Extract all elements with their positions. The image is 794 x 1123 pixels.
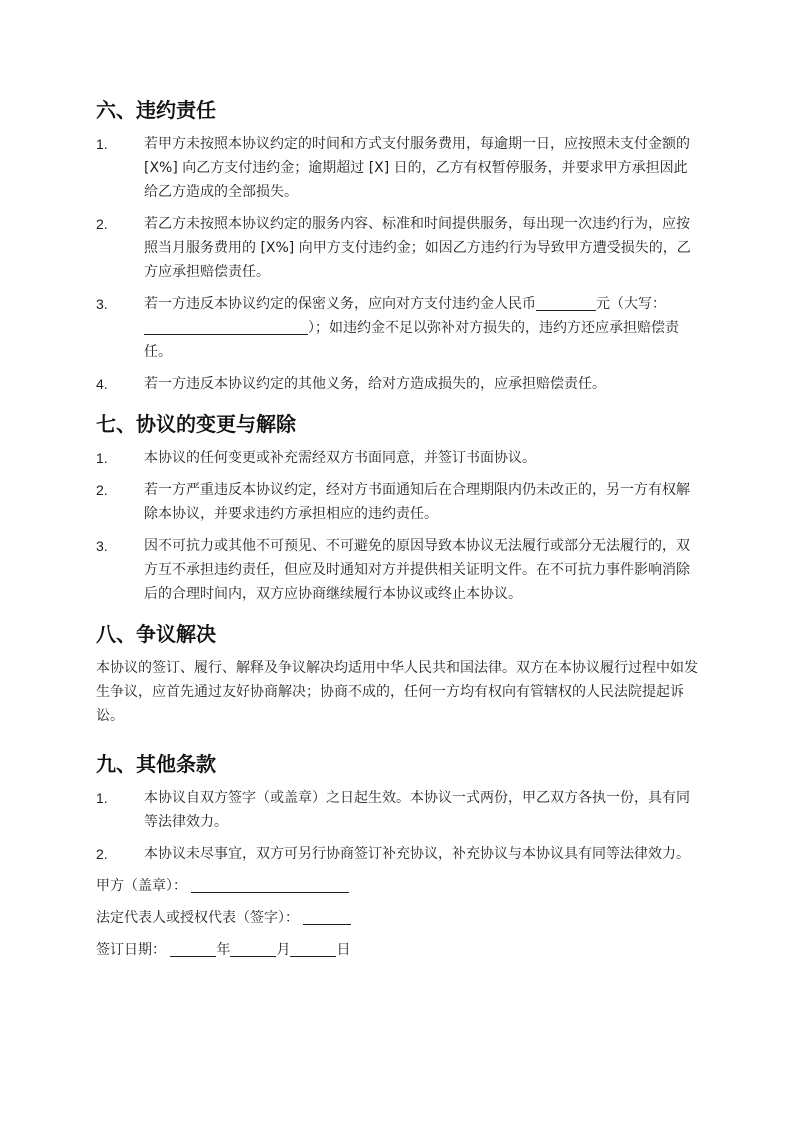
section-title-breach-liability: 六、违约责任 bbox=[96, 98, 216, 122]
list-item bbox=[96, 786, 700, 834]
item-text: 元（大写： bbox=[596, 296, 666, 312]
month-label: 月 bbox=[276, 942, 291, 958]
list-item bbox=[96, 478, 700, 526]
year-label: 年 bbox=[216, 942, 231, 958]
item-text: 本协议未尽事宜，双方可另行协商签订补充协议，补充协议与本协议具有同等法律效力。 bbox=[144, 846, 690, 862]
item-text: 因不可抗力或其他不可预见、不可避免的原因导致本协议无法履行或部分无法履行的，双方互不承担违约责任，但应及时通知对方并提供相关证明文件。在不可抗力事件影响消除后的合理时间内，双方应协商继续履行本协议或终止本协议。 bbox=[144, 538, 690, 602]
day-label: 日 bbox=[336, 942, 351, 958]
item-text: 若甲方未按照本协议约定的时间和方式支付服务费用，每逾期一日，应按照未支付金额的 [X%] 向乙方支付违约金；逾期超过 [X] 日的，乙方有权暂停服务，并要求甲方承担因此给乙方造成的全部损失。 bbox=[144, 136, 690, 200]
document-page bbox=[96, 96, 700, 962]
amount-in-words-blank bbox=[144, 318, 308, 335]
list-item bbox=[96, 372, 700, 396]
representative-signature-line bbox=[96, 906, 700, 930]
date-label: 签订日期： bbox=[96, 942, 166, 958]
section-title-amendment-termination: 七、协议的变更与解除 bbox=[96, 412, 296, 436]
item-text: 若一方违反本协议约定的保密义务，应向对方支付违约金人民币 bbox=[144, 296, 536, 312]
item-text: ）；如违约金不足以弥补对方损失的，违约方还应承担赔偿责任。 bbox=[144, 320, 679, 360]
dispute-resolution-paragraph: 本协议的签订、履行、解释及争议解决均适用中华人民共和国法律。双方在本协议履行过程中如发生争议，应首先通过友好协商解决；协商不成的，任何一方均有权向有管辖权的人民法院提起诉讼。 bbox=[96, 660, 698, 724]
item-text: 若乙方未按照本协议约定的服务内容、标准和时间提供服务，每出现一次违约行为，应按照当月服务费用的 [X%] 向甲方支付违约金；如因乙方违约行为导致甲方遭受损失的，乙方应承担赔偿责任。 bbox=[144, 216, 691, 280]
year-blank bbox=[170, 940, 216, 957]
list-item bbox=[96, 842, 700, 866]
item-number: 2. bbox=[96, 846, 108, 862]
item-text: 若一方违反本协议约定的其他义务，给对方造成损失的，应承担赔偿责任。 bbox=[144, 376, 606, 392]
item-number: 2. bbox=[96, 482, 108, 498]
breach-liability-list bbox=[96, 132, 700, 396]
party-a-blank bbox=[191, 876, 349, 893]
item-text: 本协议自双方签字（或盖章）之日起生效。本协议一式两份，甲乙双方各执一份，具有同等法律效力。 bbox=[144, 790, 690, 830]
item-number: 4. bbox=[96, 376, 108, 392]
amendment-termination-list bbox=[96, 446, 700, 606]
party-a-signature-line bbox=[96, 874, 700, 898]
list-item bbox=[96, 212, 700, 284]
item-number: 1. bbox=[96, 136, 108, 152]
list-item bbox=[96, 534, 700, 606]
item-number: 3. bbox=[96, 296, 108, 312]
item-number: 1. bbox=[96, 450, 108, 466]
party-a-label: 甲方（盖章）： bbox=[96, 878, 187, 894]
item-number: 1. bbox=[96, 790, 108, 806]
representative-label: 法定代表人或授权代表（签字）： bbox=[96, 910, 299, 926]
list-item bbox=[96, 446, 700, 470]
section-title-dispute-resolution: 八、争议解决 bbox=[96, 622, 216, 646]
other-terms-list bbox=[96, 786, 700, 866]
item-text: 若一方严重违反本协议约定，经对方书面通知后在合理期限内仍未改正的，另一方有权解除本协议，并要求违约方承担相应的违约责任。 bbox=[144, 482, 690, 522]
section-title-other-terms: 九、其他条款 bbox=[96, 752, 216, 776]
list-item bbox=[96, 132, 700, 204]
day-blank bbox=[290, 940, 336, 957]
month-blank bbox=[230, 940, 276, 957]
representative-blank bbox=[303, 908, 351, 925]
item-text: 本协议的任何变更或补充需经双方书面同意，并签订书面协议。 bbox=[144, 450, 536, 466]
list-item bbox=[96, 292, 700, 364]
signing-date-line bbox=[96, 938, 700, 962]
item-number: 2. bbox=[96, 216, 108, 232]
amount-blank bbox=[536, 294, 596, 311]
item-number: 3. bbox=[96, 538, 108, 554]
